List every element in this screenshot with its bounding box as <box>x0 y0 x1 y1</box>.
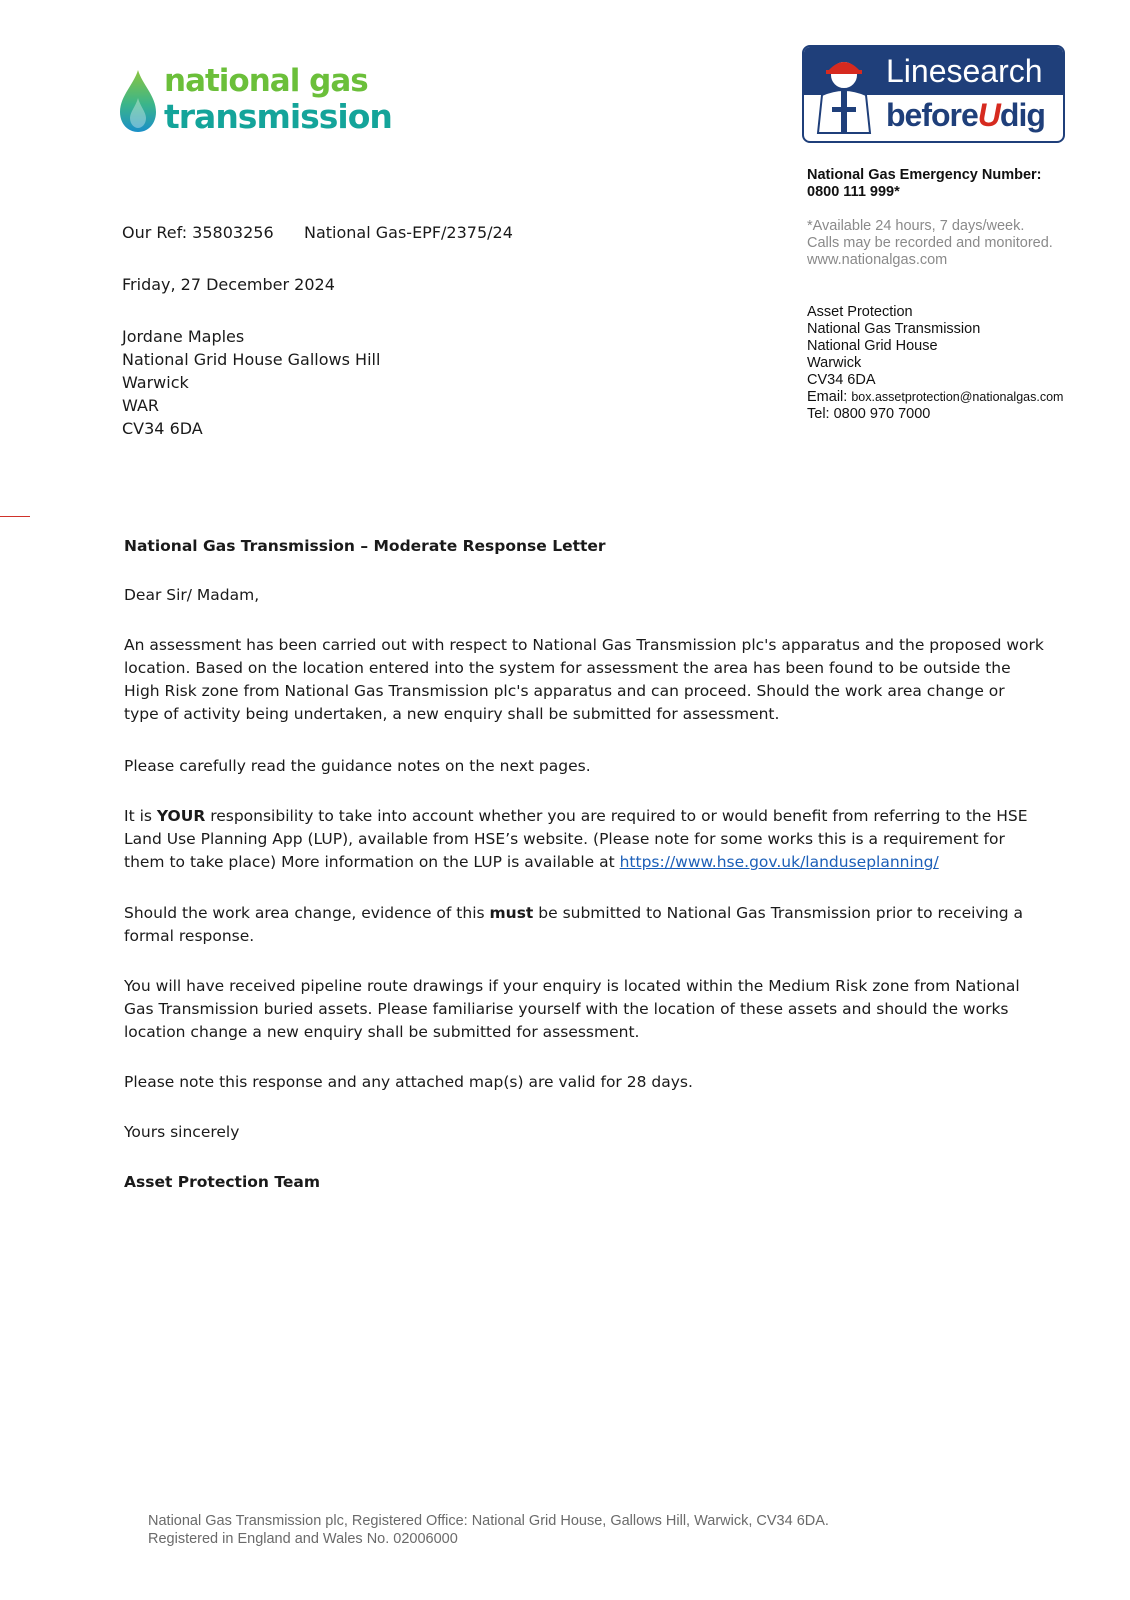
signature: Asset Protection Team <box>124 1173 320 1191</box>
letter-date: Friday, 27 December 2024 <box>122 275 335 294</box>
paragraph-responsibility <box>124 805 1044 874</box>
p3-emphasis: YOUR <box>156 807 206 825</box>
badge-before: before <box>886 97 978 133</box>
contact-address-line: Asset Protection <box>807 304 913 320</box>
website-text: www.nationalgas.com <box>807 252 948 268</box>
paragraph-work-area <box>124 902 1044 948</box>
email-address: box.assetprotection@nationalgas.com <box>851 390 1064 404</box>
emergency-number: 0800 111 999* <box>807 184 900 200</box>
recorded-note: Calls may be recorded and monitored. <box>807 235 1053 251</box>
paragraph-guidance: Please carefully read the guidance notes on the next pages. <box>124 757 591 775</box>
availability-note: *Available 24 hours, 7 days/week. <box>807 218 1025 234</box>
fold-mark <box>0 516 30 517</box>
flame-icon <box>118 68 158 134</box>
badge-u: U <box>977 97 1000 133</box>
contact-address-line: National Grid House <box>807 338 938 354</box>
contact-address-line: CV34 6DA <box>807 372 876 388</box>
letter-heading: National Gas Transmission – Moderate Response Letter <box>124 537 606 555</box>
hse-link[interactable]: https://www.hse.gov.uk/landuseplanning/ <box>619 853 939 871</box>
contact-address-line: Warwick <box>807 355 862 371</box>
linesearch-badge <box>802 45 1065 143</box>
contact-address-line: National Gas Transmission <box>807 321 981 337</box>
p4-emphasis: must <box>489 904 534 922</box>
emergency-label: National Gas Emergency Number: <box>807 167 1042 183</box>
badge-line-1: Linesearch <box>886 53 1043 89</box>
p3-text-c: responsibility to take into account whether you are required to or would benefit from referring to the HSE Land Use Planning App (LUP), available from HSE’s website. (Please note for some works this is a requirement for them to take place) More information on the LUP is available at <box>124 807 1028 871</box>
logo-line-2: transmission <box>164 97 392 136</box>
recipient-line: National Grid House Gallows Hill <box>122 350 381 369</box>
p4-text-c: be submitted to National Gas Transmission prior to receiving a formal response. <box>124 904 1024 945</box>
p4-text-a: Should the work area change, evidence of this <box>124 904 490 922</box>
recipient-line: WAR <box>122 396 160 415</box>
footer-line-1: National Gas Transmission plc, Registered Office: National Grid House, Gallows Hill, Warwick, CV34 6DA. <box>148 1513 829 1529</box>
paragraph-validity: Please note this response and any attached map(s) are valid for 28 days. <box>124 1073 693 1091</box>
our-ref: Our Ref: 35803256 <box>122 223 274 242</box>
contact-tel: Tel: 0800 970 7000 <box>807 406 931 422</box>
digger-icon <box>808 51 880 137</box>
recipient-line: CV34 6DA <box>122 419 203 438</box>
closing: Yours sincerely <box>124 1123 240 1141</box>
recipient-line: Warwick <box>122 373 189 392</box>
salutation: Dear Sir/ Madam, <box>124 586 260 604</box>
logo-line-1: national gas <box>164 63 368 99</box>
badge-line-2 <box>886 97 1045 134</box>
national-gas-logo <box>118 63 392 138</box>
recipient-line: Jordane Maples <box>122 327 245 346</box>
paragraph-drawings: You will have received pipeline route drawings if your enquiry is located within the Medium Risk zone from National Gas Transmission buried assets. Please familiarise yourself with the location of these assets and should the works location change a new enquiry shall be submitted for assessment. <box>124 977 1020 1041</box>
ng-ref: National Gas-EPF/2375/24 <box>304 223 513 242</box>
email-label: Email: <box>807 389 848 405</box>
contact-email <box>807 389 1063 406</box>
p3-text-a: It is <box>124 807 157 825</box>
paragraph-assessment: An assessment has been carried out with respect to National Gas Transmission plc's apparatus and the proposed work location. Based on the location entered into the system for assessment the area has been found to be outside the High Risk zone from National Gas Transmission plc's apparatus and can proceed. Should the work area change or type of activity being undertaken, a new enquiry shall be submitted for assessment. <box>124 636 1044 723</box>
footer-line-2: Registered in England and Wales No. 02006000 <box>148 1531 458 1547</box>
badge-dig: dig <box>999 97 1045 133</box>
